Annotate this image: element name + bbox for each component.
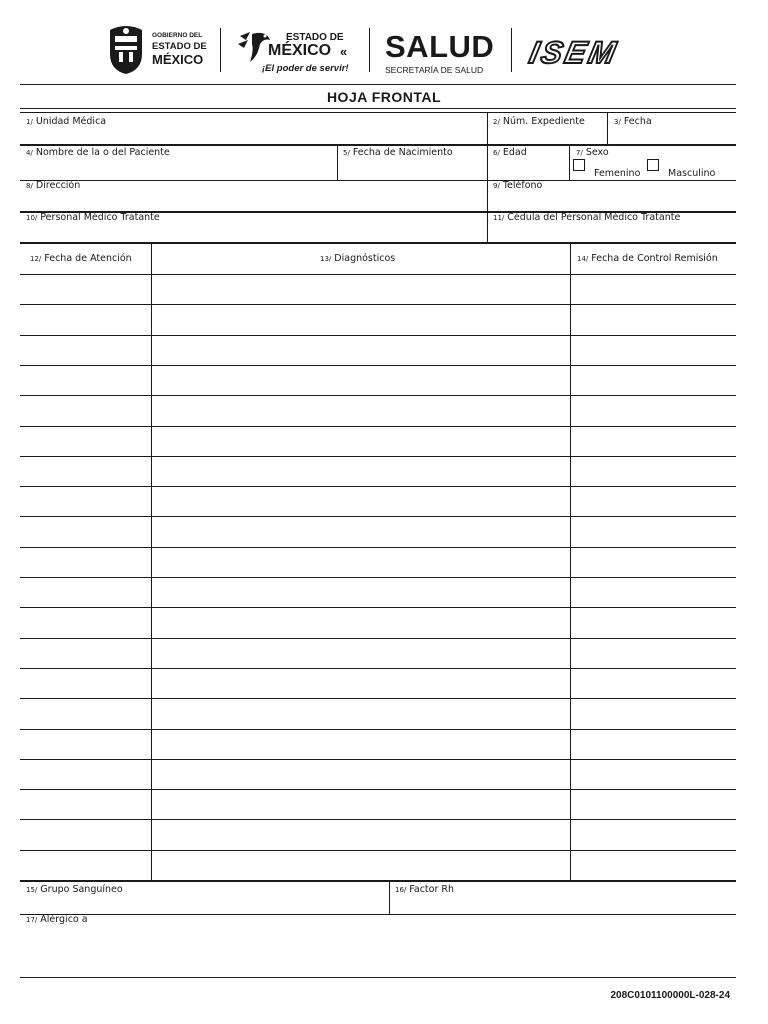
field-telefono[interactable]: 9/ Teléfono xyxy=(493,180,543,191)
estado-line-2: MÉXICO xyxy=(268,42,332,59)
table-row[interactable] xyxy=(20,335,736,336)
label-femenino: Femenino xyxy=(594,168,641,179)
estado-line-1: ESTADO DE xyxy=(286,32,344,43)
field-factor-rh[interactable]: 16/ Factor Rh xyxy=(395,884,455,895)
checkbox-masculino[interactable] xyxy=(647,159,659,171)
table-row[interactable] xyxy=(20,850,736,851)
page-title: HOJA FRONTAL xyxy=(326,89,442,105)
chevron-left-icon: « xyxy=(340,44,348,59)
table-row[interactable] xyxy=(20,577,736,578)
table-row[interactable] xyxy=(20,304,736,305)
table-row[interactable] xyxy=(20,789,736,790)
table-row[interactable] xyxy=(20,516,736,517)
table-row[interactable] xyxy=(20,274,736,275)
column-header-diagnosticos: 13/ Diagnósticos xyxy=(320,253,396,264)
gobierno-line-1: GOBIERNO DEL xyxy=(152,32,203,39)
gobierno-line-3: MÉXICO xyxy=(152,52,204,67)
table-row[interactable] xyxy=(20,486,736,487)
form-code: 208C0101100000L-028-24 xyxy=(610,990,730,1001)
field-sexo: 7/ Sexo xyxy=(576,147,609,158)
gobierno-line-2: ESTADO DE xyxy=(152,41,207,52)
table-row[interactable] xyxy=(20,638,736,639)
field-fecha[interactable]: 3/ Fecha xyxy=(614,116,652,127)
field-edad[interactable]: 6/ Edad xyxy=(493,147,527,158)
table-row[interactable] xyxy=(20,819,736,820)
coat-of-arms-icon xyxy=(106,24,146,76)
field-nombre-paciente[interactable]: 4/ Nombre de la o del Paciente xyxy=(26,147,170,158)
table-row[interactable] xyxy=(20,607,736,608)
field-direccion[interactable]: 8/ Dirección xyxy=(26,180,81,191)
field-fecha-nacimiento[interactable]: 5/ Fecha de Nacimiento xyxy=(343,147,453,158)
table-row[interactable] xyxy=(20,395,736,396)
column-header-fecha-control: 14/ Fecha de Control Remisión xyxy=(577,253,718,264)
table-row[interactable] xyxy=(20,668,736,669)
label-masculino: Masculino xyxy=(668,168,716,179)
table-row[interactable] xyxy=(20,365,736,366)
field-num-expediente[interactable]: 2/ Núm. Expediente xyxy=(493,116,585,127)
field-cedula[interactable]: 11/ Cédula del Personal Médico Tratante xyxy=(493,212,681,223)
table-row[interactable] xyxy=(20,456,736,457)
table-row[interactable] xyxy=(20,426,736,427)
field-grupo-sanguineo[interactable]: 15/ Grupo Sanguíneo xyxy=(26,884,123,895)
field-personal-medico[interactable]: 10/ Personal Médico Tratante xyxy=(26,212,160,223)
secretaria-text: SECRETARÍA DE SALUD xyxy=(385,65,484,75)
isem-logo xyxy=(526,35,646,70)
table-row[interactable] xyxy=(20,698,736,699)
table-row[interactable] xyxy=(20,547,736,548)
column-header-fecha-atencion: 12/ Fecha de Atención xyxy=(30,253,132,264)
estado-slogan: ¡El poder de servir! xyxy=(262,63,349,74)
table-row[interactable] xyxy=(20,759,736,760)
isem-text: ISEM xyxy=(526,35,622,70)
field-alergico[interactable]: 17/ Alérgico a xyxy=(26,914,88,925)
table-row[interactable] xyxy=(20,729,736,730)
checkbox-femenino[interactable] xyxy=(573,159,585,171)
salud-logo: SALUD xyxy=(385,29,495,64)
field-unidad-medica[interactable]: 1/ Unidad Médica xyxy=(26,116,107,127)
